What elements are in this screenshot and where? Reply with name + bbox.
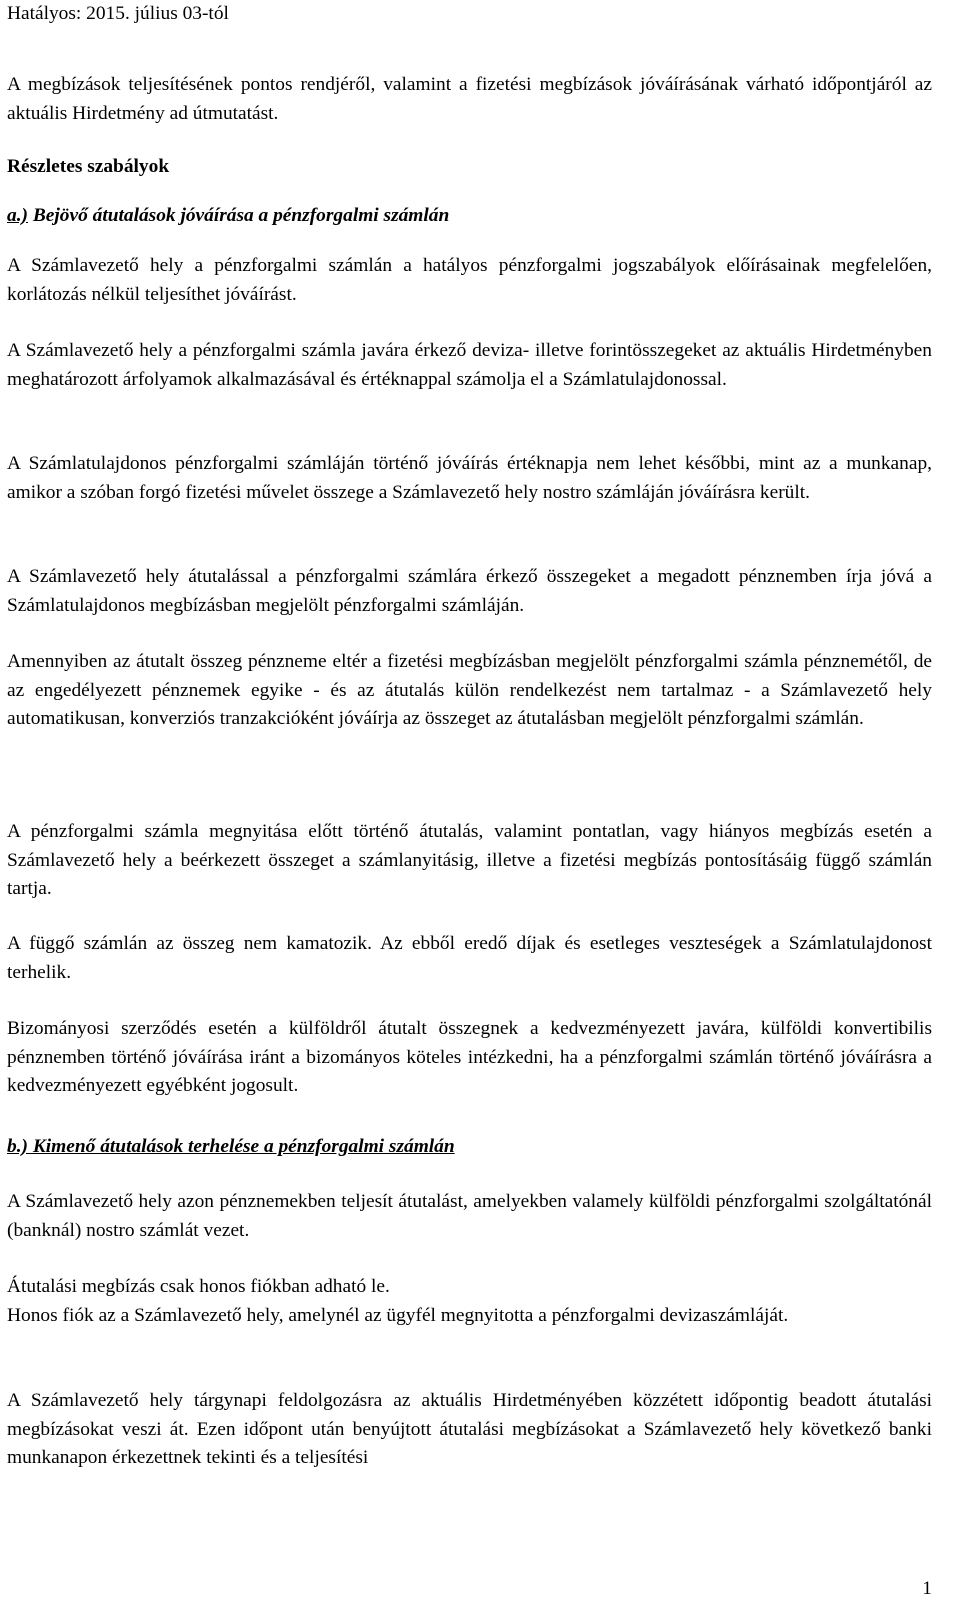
- subsection-b-prefix: b.): [7, 1136, 29, 1157]
- section-title: Részletes szabályok: [7, 156, 170, 177]
- paragraph-a-7: A függő számlán az összeg nem kamatozik. Az ebből eredő díjak és esetleges veszteségek a Számlatulajdonost terhelik.: [7, 933, 932, 983]
- paragraph-a-3: A Számlatulajdonos pénzforgalmi számláján történő jóváírás értéknapja nem lehet későbbi, mint az a munkanap, amikor a szóban forgó fizetési művelet összege a Számlavezető hely nostro számláján jóváírásra került.: [7, 453, 932, 503]
- subsection-b-title: [7, 1133, 932, 1162]
- subsection-a-text: Bejövő átutalások jóváírása a pénzforgalmi számlán: [28, 205, 450, 226]
- subsection-a-prefix: a.): [7, 205, 29, 226]
- paragraph-b-4: A Számlavezető hely tárgynapi feldolgozásra az aktuális Hirdetményében közzétett időpontig beadott átutalási megbízásokat veszi át. Ezen időpont után benyújtott átutalási megbízásokat a Számlavezető hely következő banki munkanapon érkezettnek tekinti és a teljesítési: [7, 1390, 932, 1469]
- paragraph-a-2: A Számlavezető hely a pénzforgalmi számla javára érkező deviza- illetve forintösszegeket az aktuális Hirdetményben meghatározott árfolyamok alkalmazásával és értéknappal számolja el a Számlatulajdonossal.: [7, 340, 932, 390]
- page-number: 1: [922, 1578, 932, 1599]
- paragraph-b-1: A Számlavezető hely azon pénznemekben teljesít átutalást, amelyekben valamely külföldi pénzforgalmi szolgáltatónál (banknál) nostro számlát vezet.: [7, 1191, 932, 1241]
- paragraph-a-5: Amennyiben az átutalt összeg pénzneme eltér a fizetési megbízásban megjelölt pénzforgalmi számla pénznemétől, de az engedélyezett pénznemek egyike - és az átutalás külön rendelkezést nem tartalmaz - a Számlavezető hely automatikusan, konverziós tranzakcióként jóváírja az összeget az átutalásban megjelölt pénzforgalmi számlán.: [7, 651, 932, 730]
- subsection-b-text: Kimenő átutalások terhelése a pénzforgalmi számlán: [28, 1136, 455, 1157]
- subsection-a-title: [7, 202, 932, 231]
- paragraph-a-6: A pénzforgalmi számla megnyitása előtt történő átutalás, valamint pontatlan, vagy hiányos megbízás esetén a Számlavezető hely a beérkezett összeget a számlanyitásig, illetve a fizetési megbízás pontosításáig függő számlán tartja.: [7, 821, 932, 900]
- paragraph-a-4: A Számlavezető hely átutalással a pénzforgalmi számlára érkező összegeket a megadott pénznemben írja jóvá a Számlatulajdonos megbízásban megjelölt pénzforgalmi számláján.: [7, 566, 932, 616]
- paragraph-b-2: Átutalási megbízás csak honos fiókban adható le.: [7, 1276, 390, 1297]
- paragraph-a-1: A Számlavezető hely a pénzforgalmi számlán a hatályos pénzforgalmi jogszabályok előírásainak megfelelően, korlátozás nélkül teljesíthet jóváírást.: [7, 255, 932, 305]
- paragraph-a-8: Bizományosi szerződés esetén a külföldről átutalt összegnek a kedvezményezett javára, külföldi konvertibilis pénznemben történő jóváírása iránt a bizományos köteles intézkedni, ha a pénzforgalmi számlán történő jóváírásra a kedvezményezett egyébként jogosult.: [7, 1018, 932, 1097]
- intro-paragraph: A megbízások teljesítésének pontos rendjéről, valamint a fizetési megbízások jóváírásának várható időpontjáról az aktuális Hirdetmény ad útmutatást.: [7, 74, 932, 124]
- effective-date: Hatályos: 2015. július 03-tól: [7, 3, 229, 24]
- paragraph-b-3: Honos fiók az a Számlavezető hely, amelynél az ügyfél megnyitotta a pénzforgalmi devizaszámláját.: [7, 1305, 789, 1326]
